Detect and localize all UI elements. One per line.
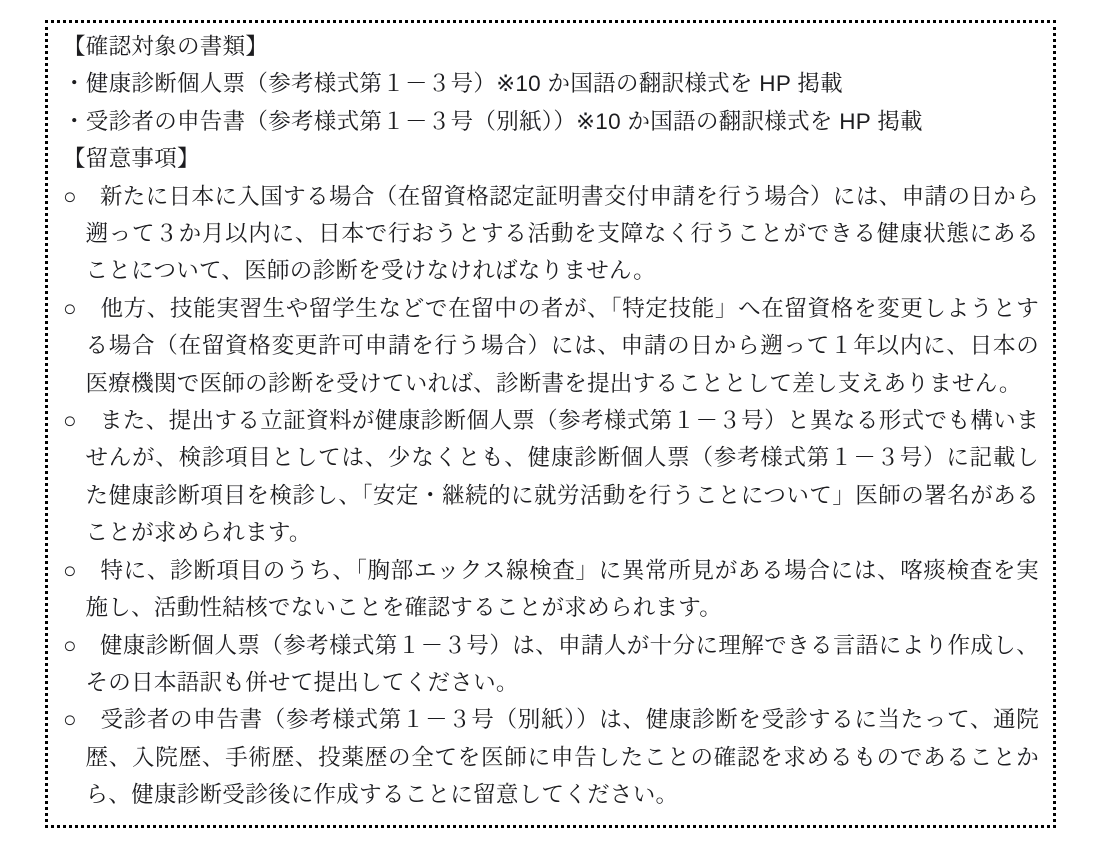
note-paragraph-chest-xray: ○ 特に、診断項目のうち、「胸部エックス線検査」に異常所見がある場合には、喀痰検査を実施し、活動性結核でないことを確認することが求められます。 bbox=[63, 557, 1039, 621]
note-paragraph-declaration-timing: ○ 受診者の申告書（参考様式第１－３号（別紙））は、健康診断を受診するに当たって、通院歴、入院歴、手術歴、投薬歴の全てを医師に申告したことの確認を求めるものであることから、健康診断受診後に作成することに留意してください。 bbox=[63, 707, 1039, 808]
notes-section-heading: 【留意事項】 bbox=[63, 146, 200, 172]
notice-box bbox=[45, 20, 1056, 828]
documents-section-heading: 【確認対象の書類】 bbox=[63, 34, 269, 59]
document-bullet-health-check-form: ・健康診断個人票（参考様式第１－３号）※10 か国語の翻訳様式を HP 掲載 bbox=[63, 71, 843, 97]
note-paragraph-status-change: ○ 他方、技能実習生や留学生などで在留中の者が、「特定技能」へ在留資格を変更しようとする場合（在留資格変更許可申請を行う場合）には、申請の日から遡って１年以内に、日本の医療機関で医師の診断を受けていれば、診断書を提出することとして差し支えありません。 bbox=[63, 295, 1039, 396]
document-bullet-examinee-declaration: ・受診者の申告書（参考様式第１－３号（別紙））※10 か国語の翻訳様式を HP 掲載 bbox=[63, 108, 923, 134]
note-paragraph-language: ○ 健康診断個人票（参考様式第１－３号）は、申請人が十分に理解できる言語により作成し、その日本語訳も併せて提出してください。 bbox=[63, 632, 1039, 695]
note-paragraph-alternative-format: ○ また、提出する立証資料が健康診断個人票（参考様式第１－３号）と異なる形式でも構いませんが、検診項目としては、少なくとも、健康診断個人票（参考様式第１－３号）に記載した健康診断項目を検診し、「安定・継続的に就労活動を行うことについて」医師の署名があることが求められます。 bbox=[63, 408, 1039, 546]
note-paragraph-new-entry: ○ 新たに日本に入国する場合（在留資格認定証明書交付申請を行う場合）には、申請の日から遡って３か月以内に、日本で行おうとする活動を支障なく行うことができる健康状態にあることについて、医師の診断を受けなければなりません。 bbox=[63, 183, 1039, 284]
